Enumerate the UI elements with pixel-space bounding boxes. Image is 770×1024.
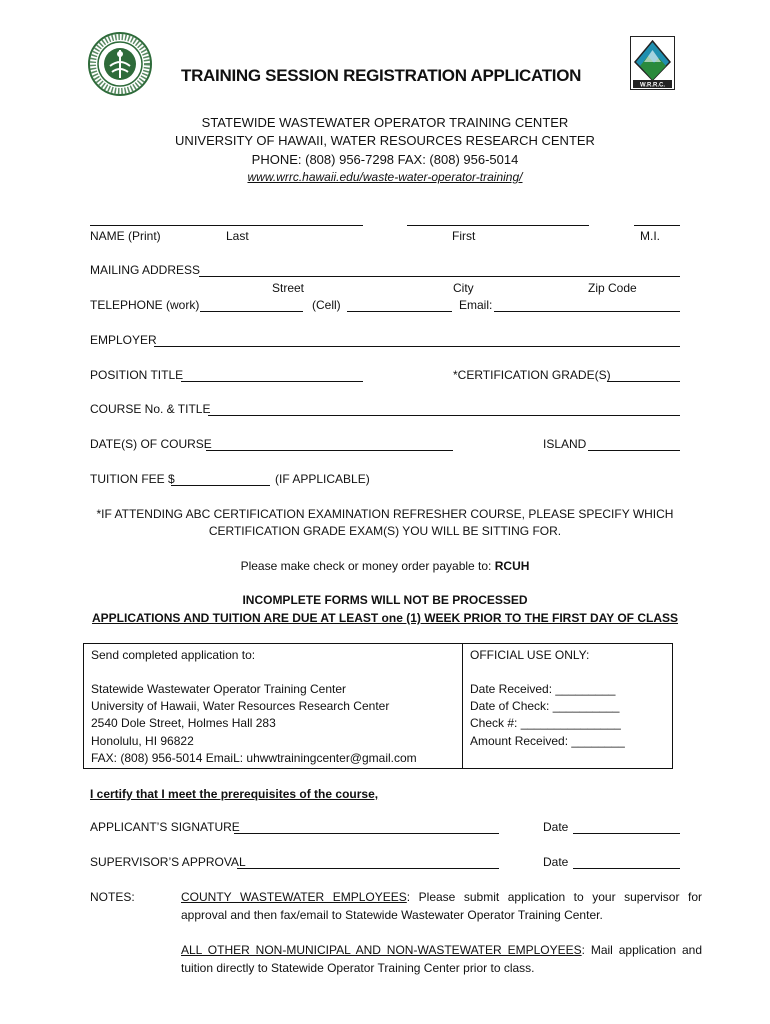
employer-label: EMPLOYER — [90, 333, 157, 347]
email-line[interactable] — [494, 311, 680, 312]
payable-notice — [0, 559, 770, 573]
course-dates-label: DATE(S) OF COURSE — [90, 437, 212, 451]
island-label: ISLAND — [543, 437, 587, 451]
header-phone-line: PHONE: (808) 956-7298 FAX: (808) 956-5014 — [251, 152, 519, 167]
applicant-date-line[interactable] — [573, 833, 680, 834]
applicant-date-label: Date — [543, 820, 569, 834]
other-note — [181, 941, 702, 977]
supervisor-date-label: Date — [543, 855, 569, 869]
other-note-text: : Mail application and tuition directly to Statewide Operator Training Center prior to class. — [181, 943, 703, 975]
cell-line[interactable] — [347, 311, 452, 312]
county-note — [181, 888, 702, 924]
employer-line[interactable] — [154, 346, 680, 347]
cell-label: (Cell) — [312, 298, 341, 312]
send-to-dept: University of Hawaii, Water Resources Research Center — [91, 699, 390, 713]
course-dates-line[interactable] — [206, 450, 453, 451]
abc-notice-line2: CERTIFICATION GRADE EXAM(S) YOU WILL BE SITTING FOR. — [208, 524, 562, 538]
university-seal-logo — [88, 32, 152, 96]
incomplete-forms-notice: INCOMPLETE FORMS WILL NOT BE PROCESSED — [242, 593, 528, 607]
page-title: TRAINING SESSION REGISTRATION APPLICATION — [181, 66, 582, 85]
county-note-heading: COUNTY WASTEWATER EMPLOYEES — [181, 890, 407, 904]
zip-label: Zip Code — [588, 281, 637, 295]
official-check-no: Check #: _______________ — [470, 716, 621, 730]
website-link[interactable]: www.wrrc.hawaii.edu/waste-water-operator-training/ — [247, 170, 523, 184]
tuition-fee-line[interactable] — [171, 485, 270, 486]
street-label: Street — [272, 281, 305, 295]
telephone-work-label: TELEPHONE (work) — [90, 298, 200, 312]
send-to-contact: FAX: (808) 956-5014 EmaiL: uhwwtrainingcenter@gmail.com — [91, 751, 417, 765]
payable-prefix: Please make check or money order payable to: — [240, 559, 492, 573]
svg-text:W.R.R.C.: W.R.R.C. — [640, 82, 665, 89]
island-line[interactable] — [588, 450, 680, 451]
abc-notice-line1: *IF ATTENDING ABC CERTIFICATION EXAMINATION REFRESHER COURSE, PLEASE SPECIFY WHICH — [96, 507, 674, 521]
send-to-org: Statewide Wastewater Operator Training Center — [91, 682, 347, 696]
send-to-city: Honolulu, HI 96822 — [91, 734, 194, 748]
official-amount: Amount Received: ________ — [470, 734, 625, 748]
if-applicable-label: (IF APPLICABLE) — [275, 472, 370, 486]
supervisor-approval-label: SUPERVISOR’S APPROVAL — [90, 855, 246, 869]
city-label: City — [453, 281, 474, 295]
supervisor-date-line[interactable] — [573, 868, 680, 869]
header-university-line: UNIVERSITY OF HAWAII, WATER RESOURCES RESEARCH CENTER — [175, 133, 595, 148]
send-to-street: 2540 Dole Street, Holmes Hall 283 — [91, 716, 276, 730]
due-date-notice: APPLICATIONS AND TUITION ARE DUE AT LEAST one (1) WEEK PRIOR TO THE FIRST DAY OF CLASS — [91, 611, 679, 625]
name-first-line[interactable] — [407, 225, 589, 226]
supervisor-approval-line[interactable] — [237, 868, 499, 869]
course-title-line[interactable] — [208, 415, 680, 416]
name-last-line[interactable] — [90, 225, 363, 226]
other-note-heading: ALL OTHER NON-MUNICIPAL AND NON-WASTEWATER EMPLOYEES — [181, 943, 582, 957]
email-label: Email: — [459, 298, 493, 312]
official-date-check: Date of Check: __________ — [470, 699, 620, 713]
first-label: First — [452, 229, 476, 243]
official-date-received: Date Received: _________ — [470, 682, 616, 696]
position-title-line[interactable] — [181, 381, 363, 382]
payable-to: RCUH — [494, 559, 530, 573]
mi-label: M.I. — [640, 229, 660, 243]
name-label: NAME (Print) — [90, 229, 161, 243]
box-divider — [462, 644, 463, 768]
wrrc-logo — [630, 36, 675, 90]
header-org-line: STATEWIDE WASTEWATER OPERATOR TRAINING CENTER — [201, 115, 569, 130]
tuition-fee-label: TUITION FEE $ — [90, 472, 175, 486]
name-mi-line[interactable] — [634, 225, 680, 226]
send-to-heading: Send completed application to: — [91, 648, 256, 662]
mailing-address-label: MAILING ADDRESS — [90, 263, 201, 277]
position-title-label: POSITION TITLE — [90, 368, 184, 382]
telephone-work-line[interactable] — [200, 311, 303, 312]
mailing-address-line[interactable] — [199, 276, 680, 277]
address-box — [83, 643, 673, 769]
course-title-label: COURSE No. & TITLE — [90, 402, 211, 416]
notes-label: NOTES: — [90, 890, 135, 904]
official-use-heading: OFFICIAL USE ONLY: — [470, 648, 590, 662]
last-label: Last — [226, 229, 249, 243]
certification-grade-label: *CERTIFICATION GRADE(S) — [453, 368, 611, 382]
certify-statement: I certify that I meet the prerequisites of the course, — [90, 787, 379, 801]
certification-grade-line[interactable] — [607, 381, 680, 382]
county-note-text: : Please submit application to your supervisor for approval and then fax/email to Statewide Wastewater Operator Training Center. — [181, 890, 702, 922]
applicant-signature-label: APPLICANT’S SIGNATURE — [90, 820, 240, 834]
applicant-signature-line[interactable] — [234, 833, 499, 834]
